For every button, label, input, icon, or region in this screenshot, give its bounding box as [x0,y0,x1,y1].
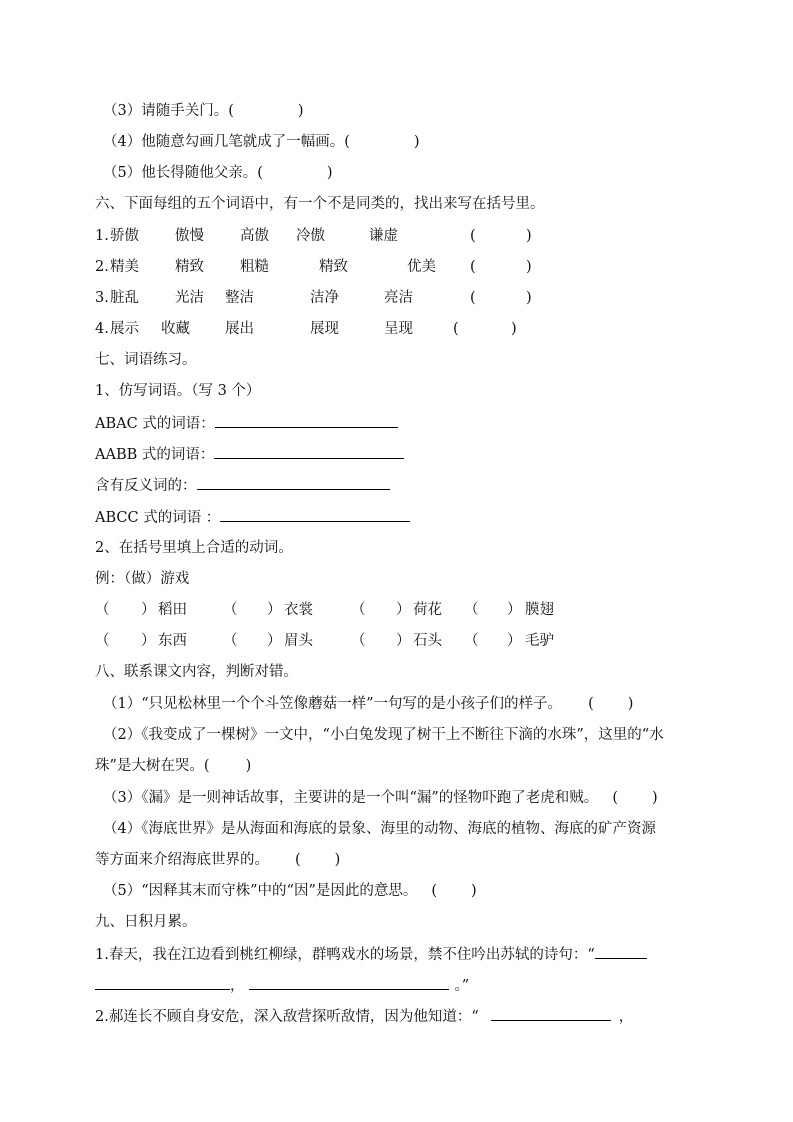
s5-item-3: （3）请随手关门。( ) [103,103,304,119]
aabb-blank[interactable] [214,444,404,459]
antonym-row: 含有反义词的： [95,475,390,496]
s8-item-4a: （4）《海底世界》是从海面和海底的景象、海里的动物、海底的植物、海底的矿产资源 [103,821,656,837]
s9-q1-line2: ， 。” [95,975,469,996]
s8-item-2a: （2）《我变成了一棵树》一文中，“小白兔发现了树干上不断往下滴的水珠”，这里的“水 [103,727,664,743]
poem-blank-1b[interactable] [95,975,230,990]
abcc-row: ABCC 式的词语 ： [95,507,410,528]
s9-q1-line1: 1.春天，我在江边看到桃红柳绿，群鸭戏水的场景，禁不住吟出苏轼的诗句：“ [95,944,647,965]
s5-item-5: （5）他长得随他父亲。( ) [103,165,333,181]
s7-example: 例：（做）游戏 [95,571,190,587]
poem-blank-2[interactable] [249,975,449,990]
s8-item-2b: 珠”是大树在哭。( ) [95,758,252,774]
s5-item-4: （4）他随意勾画几笔就成了一幅画。( ) [103,134,420,150]
abac-blank[interactable] [215,413,398,428]
section-6-heading: 六、下面每组的五个词语中，有一个不是同类的，找出来写在括号里。 [95,196,545,212]
s7-q1: 1、仿写词语。（写 3 个） [95,383,261,399]
section-9-heading: 九、日积月累。 [95,914,197,930]
poem-blank-1a[interactable] [595,944,647,959]
s8-item-3: （3）《漏》是一则神话故事，主要讲的是一个叫“漏”的怪物吓跑了老虎和贼。 ( ) [103,790,658,806]
s8-item-4b: 等方面来介绍海底世界的。 ( ) [95,852,341,868]
s7-q2: 2、在括号里填上合适的动词。 [95,540,293,556]
section-7-heading: 七、词语练习。 [95,352,197,368]
section-8-heading: 八、联系课文内容，判断对错。 [95,664,298,680]
abcc-blank[interactable] [220,507,410,522]
abac-row: ABAC 式的词语： [95,413,398,434]
s8-item-5: （5）“因释其末而守株”中的“因”是因此的意思。 ( ) [103,883,477,899]
s8-item-1: （1）“只见松林里一个个斗笠像蘑菇一样”一句写的是小孩子们的样子。 ( ) [103,696,634,712]
antonym-blank[interactable] [197,475,390,490]
aabb-row: AABB 式的词语： [95,444,404,465]
s9-q2-line1: 2.郝连长不顾自身安危，深入敌营探听敌情，因为他知道：“ ， [95,1006,633,1027]
saying-blank[interactable] [491,1006,611,1021]
